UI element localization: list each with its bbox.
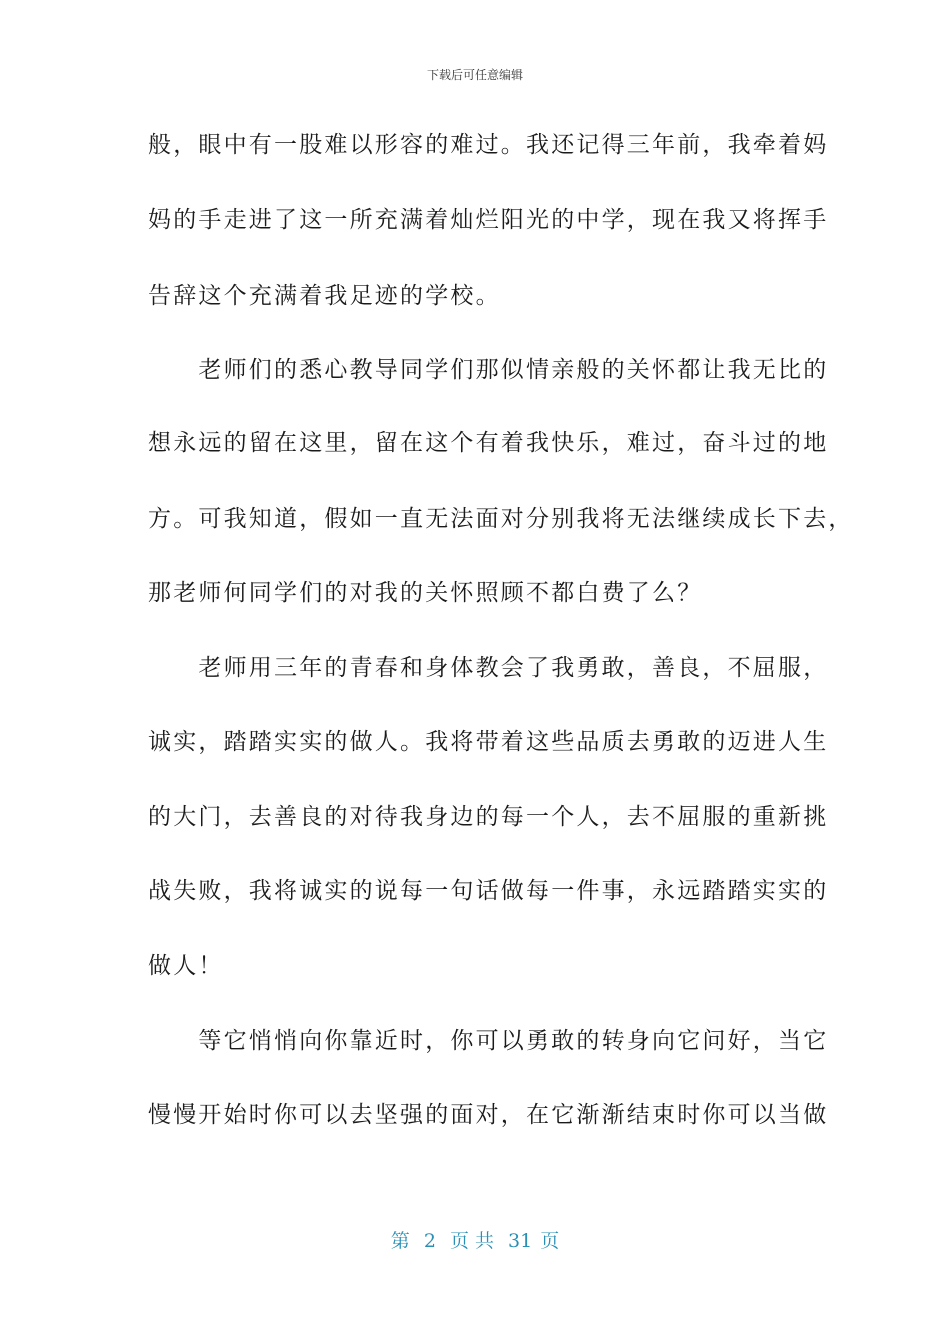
footer-page-number: 2 [423, 1230, 436, 1252]
text-line: 老师们的悉心教导同学们那似情亲般的关怀都让我无比的 [148, 357, 829, 383]
text-line: 等它悄悄向你靠近时，你可以勇敢的转身向它问好，当它 [148, 1028, 829, 1054]
text-line: 般，眼中有一股难以形容的难过。我还记得三年前，我牵着妈 [148, 132, 829, 158]
text-line: 的大门，去善良的对待我身边的每一个人，去不屈服的重新挑 [148, 804, 829, 830]
text-line: 战失败，我将诚实的说每一句话做每一件事，永远踏踏实实的 [148, 878, 829, 904]
text-line: 妈的手走进了这一所充满着灿烂阳光的中学，现在我又将挥手 [148, 207, 829, 233]
footer-total-pages: 31 [508, 1230, 533, 1252]
text-line: 老师用三年的青春和身体教会了我勇敢，善良，不屈服， [148, 655, 829, 681]
footer-prefix: 第 [390, 1230, 410, 1252]
text-line: 慢慢开始时你可以去坚强的面对，在它渐渐结束时你可以当做 [148, 1102, 829, 1128]
text-line: 方。可我知道，假如一直无法面对分别我将无法继续成长下去， [148, 506, 854, 532]
page-header: 下载后可任意编辑 [426, 68, 523, 82]
text-line: 做人！ [148, 953, 224, 979]
page-footer [0, 1226, 950, 1253]
footer-middle: 页 共 [449, 1230, 494, 1252]
text-line: 想永远的留在这里，留在这个有着我快乐，难过，奋斗过的地 [148, 430, 829, 456]
text-line: 那老师何同学们的对我的关怀照顾不都白费了么？ [148, 580, 703, 606]
text-line: 告辞这个充满着我足迹的学校。 [148, 283, 501, 309]
text-line: 诚实，踏踏实实的做人。我将带着这些品质去勇敢的迈进人生 [148, 729, 829, 755]
footer-suffix: 页 [540, 1230, 560, 1252]
